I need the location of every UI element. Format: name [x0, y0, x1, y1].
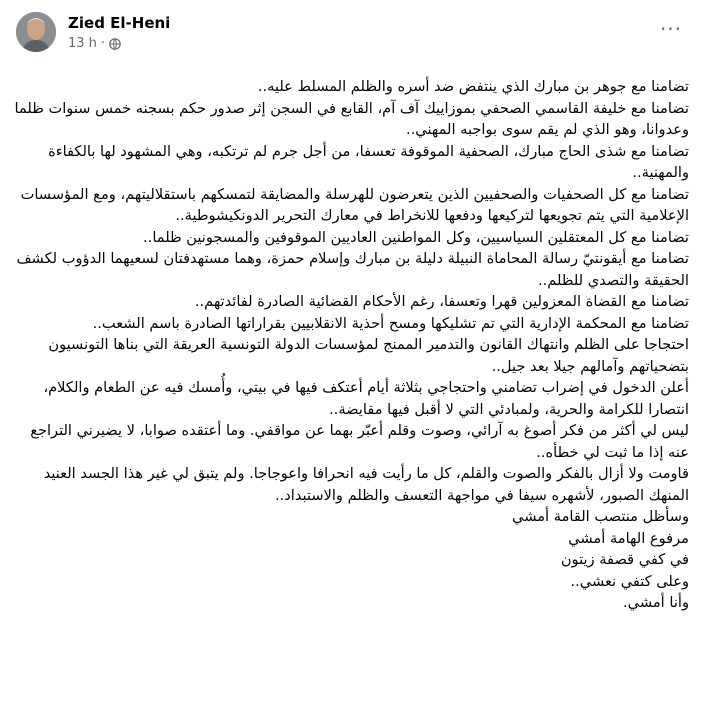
post-paragraph: وعلى كتفي نعشي..	[570, 572, 689, 590]
post-paragraph: تضامنا مع كل الصحفيات والصحفيين الذين يتعرضون للهرسلة والمضايقة لتمسكهم باستقلاليتهم، ومع المؤسسات الإعلامية التي يتم تجويعها لتركيعها ودفعها للانخراط في معارك التحرير الدونكيشوطية..	[20, 185, 689, 224]
post-paragraph: وأنا أمشي.	[623, 594, 689, 611]
avatar-photo-icon	[16, 12, 56, 52]
post-paragraph: تضامنا مع القضاة المعزولين قهرا وتعسفا، رغم الأحكام القضائية الصادرة لفائدتهم..	[194, 293, 689, 310]
post-paragraph: أعلن الدخول في إضراب تضامني واحتجاجي بثلاثة أيام أعتكف فيها في بيتي، وأُمسك فيه عن الطعام والكلام، انتصارا للكرامة والحرية، ولمبادئي التي لا أقبل فيها مقايضة..	[43, 379, 689, 418]
post-paragraph: مرفوع الهامة أمشي	[568, 529, 689, 547]
globe-icon[interactable]	[109, 38, 121, 50]
author-name[interactable]: Zied El-Heni	[68, 14, 171, 32]
post-body	[14, 76, 689, 614]
post-paragraph: ليس لي أكثر من فكر أصوغ به آرائي، وصوت وقلم أعبّر بهما عن مواقفي. وما أعتقده صوابا، لا يضيرني التراجع عنه إذا ما ثبت لي خطأه..	[30, 422, 689, 461]
post-paragraph: تضامنا مع شذى الحاج مبارك، الصحفية الموقوفة تعسفا، من أجل جرم لم ترتكبه، وهي المشهود لها بالكفاءة والمهنية..	[48, 142, 689, 181]
post-meta	[68, 36, 121, 51]
post-paragraph: تضامنا مع المحكمة الإدارية التي تم تشليكها ومسح أحذية الانقلابيين بقراراتها الصادرة باسم الشعب..	[92, 314, 689, 332]
post-paragraph: تضامنا مع كل المعتقلين السياسيين، وكل المواطنين العاديين الموقوفين والمسجونين ظلما..	[143, 228, 689, 246]
post-paragraph: قاومت ولا أزال بالفكر والصوت والقلم، كل ما رأيت فيه انحرافا واعوجاجا. ولم يتبق لي غير هذا الجسد العنيد المنهك الصبور، لأشهره سيفا في مواجهة التعسف والظلم والاستبداد..	[43, 465, 689, 504]
meta-separator: ·	[100, 36, 106, 51]
post-paragraph: تضامنا مع جوهر بن مبارك الذي ينتفض ضد أسره والظلم المسلط عليه..	[257, 78, 689, 95]
post-timestamp[interactable]: 13 h	[68, 36, 97, 51]
avatar[interactable]	[16, 12, 56, 52]
more-options-icon[interactable]: ···	[659, 17, 683, 41]
post-paragraph: تضامنا مع أيقونتيّ رسالة المحاماة النبيلة دليلة بن مبارك وإسلام حمزة، وهما مستهدفتان لسعيهما الدؤوب لكشف الحقيقة والتصدي للظلم..	[16, 250, 689, 289]
post-paragraph: تضامنا مع خليفة القاسمي الصحفي بموزاييك آف آم، القابع في السجن إثر صدور حكم بسجنه خمس سنوات ظلما وعدوانا، وهو الذي لم يقم سوى بواجبه المهني..	[14, 99, 689, 138]
post-paragraph: احتجاجا على الظلم وانتهاك القانون والتدمير الممنج لمؤسسات الدولة التونسية العريقة التي بناها التونسيون بتضحياتهم وآمالهم جيلا بعد جيل..	[48, 336, 689, 375]
post-paragraph: وسأظل منتصب القامة أمشي	[512, 508, 689, 525]
post-header	[16, 12, 689, 64]
post-paragraph: في كفي قصفة زيتون	[560, 551, 689, 568]
